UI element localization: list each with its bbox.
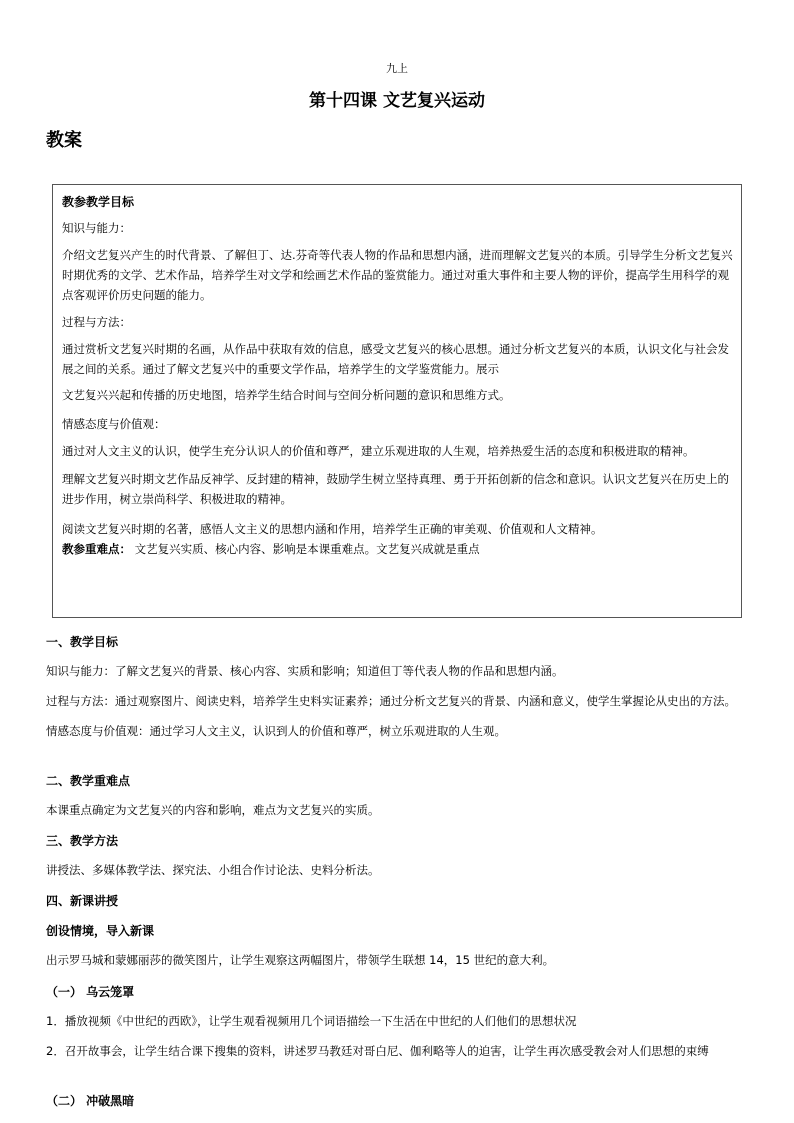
knowledge-text: 介绍文艺复兴产生的时代背景、了解但丁、达.芬奇等代表人物的作品和思想内涵，进而理解文艺复兴的本质。引导学生分析文艺复兴时期优秀的文学、艺术作品，培养学生对文学和绘画艺术作品的鉴赏能力。通过对重大事件和主要人物的评价，提高学生用科学的观点客观评价历史问题的能力。 — [62, 248, 733, 302]
emotion-text-1: 通过对人文主义的认识，使学生充分认识人的价值和尊严，建立乐观进取的人生观，培养热爱生活的态度和积极进取的精神。 — [62, 444, 695, 458]
section-methods — [46, 832, 756, 880]
grade-label: 九上 — [386, 62, 408, 75]
section-new-lesson — [46, 892, 756, 970]
key-points-line — [62, 539, 736, 559]
section-key-points — [46, 772, 756, 820]
section-heading: 二、教学重难点 — [46, 774, 131, 788]
objective-knowledge: 知识与能力：了解文艺复兴的背景、核心内容、实质和影响；知道但丁等代表人物的作品和思想内涵。 — [46, 664, 564, 678]
key-points-text: 本课重点确定为文艺复兴的内容和影响，难点为文艺复兴的实质。 — [46, 803, 380, 817]
part-heading: （二） 冲破黑暗 — [46, 1094, 135, 1108]
methods-text: 讲授法、多媒体教学法、探究法、小组合作讨论法、史料分析法。 — [46, 863, 380, 877]
part-one — [46, 983, 756, 1061]
objective-process: 过程与方法：通过观察图片、阅读史料，培养学生史料实证素养；通过分析文艺复兴的背景、内涵和意义，使学生掌握论从史出的方法。 — [46, 694, 736, 708]
objective-emotion: 情感态度与价值观：通过学习人文主义，认识到人的价值和尊严，树立乐观进取的人生观。 — [46, 724, 506, 738]
document-type-heading: 教案 — [46, 130, 82, 151]
subsection-heading: 创设情境，导入新课 — [46, 924, 155, 938]
emotion-text-3: 阅读文艺复兴时期的名著，感悟人文主义的思想内涵和作用，培养学生正确的审美观、价值观和人文精神。 — [62, 522, 603, 536]
part-item: 2．召开故事会，让学生结合课下搜集的资料，讲述罗马教廷对哥白尼、伽利略等人的迫害，让学生再次感受教会对人们思想的束缚 — [46, 1044, 709, 1058]
knowledge-label: 知识与能力： — [62, 221, 131, 235]
key-points-label: 教参重难点： — [62, 542, 131, 556]
emotion-label: 情感态度与价值观： — [62, 417, 166, 431]
section-heading: 一、教学目标 — [46, 635, 119, 649]
key-points-text: 文艺复兴实质、核心内容、影响是本课重难点。文艺复兴成就是重点 — [131, 542, 480, 556]
emotion-text-2: 理解文艺复兴时期文艺作品反神学、反封建的精神，鼓励学生树立坚持真理、勇于开拓创新的信念和意识。认识文艺复兴在历史上的进步作用，树立崇尚科学、积极进取的精神。 — [62, 472, 729, 506]
lesson-title: 第十四课 文艺复兴运动 — [309, 91, 485, 111]
process-text: 通过赏析文艺复兴时期的名画，从作品中获取有效的信息，感受文艺复兴的核心思想。通过分析文艺复兴的本质，认识文化与社会发展之间的关系。通过了解文艺复兴中的重要文学作品，培养学生的文学鉴赏能力。展示 — [62, 342, 729, 376]
intro-text: 出示罗马城和蒙娜丽莎的微笑图片，让学生观察这两幅图片，带领学生联想 14，15 世纪的意大利。 — [46, 953, 555, 967]
process-label: 过程与方法： — [62, 315, 131, 329]
box-heading: 教参教学目标 — [62, 195, 135, 209]
part-heading: （一） 乌云笼罩 — [46, 985, 135, 999]
section-heading: 四、新课讲授 — [46, 894, 119, 908]
reference-objectives-content — [62, 193, 736, 559]
section-objectives — [46, 633, 756, 741]
reference-objectives-box — [52, 184, 742, 618]
process-text-continued: 文艺复兴兴起和传播的历史地图，培养学生结合时间与空间分析问题的意识和思维方式。 — [62, 388, 511, 402]
section-heading: 三、教学方法 — [46, 834, 119, 848]
part-two — [46, 1092, 756, 1110]
part-item: 1．播放视频《中世纪的西欧》，让学生观看视频用几个词语描绘一下生活在中世纪的人们他们的思想状况 — [46, 1014, 577, 1028]
